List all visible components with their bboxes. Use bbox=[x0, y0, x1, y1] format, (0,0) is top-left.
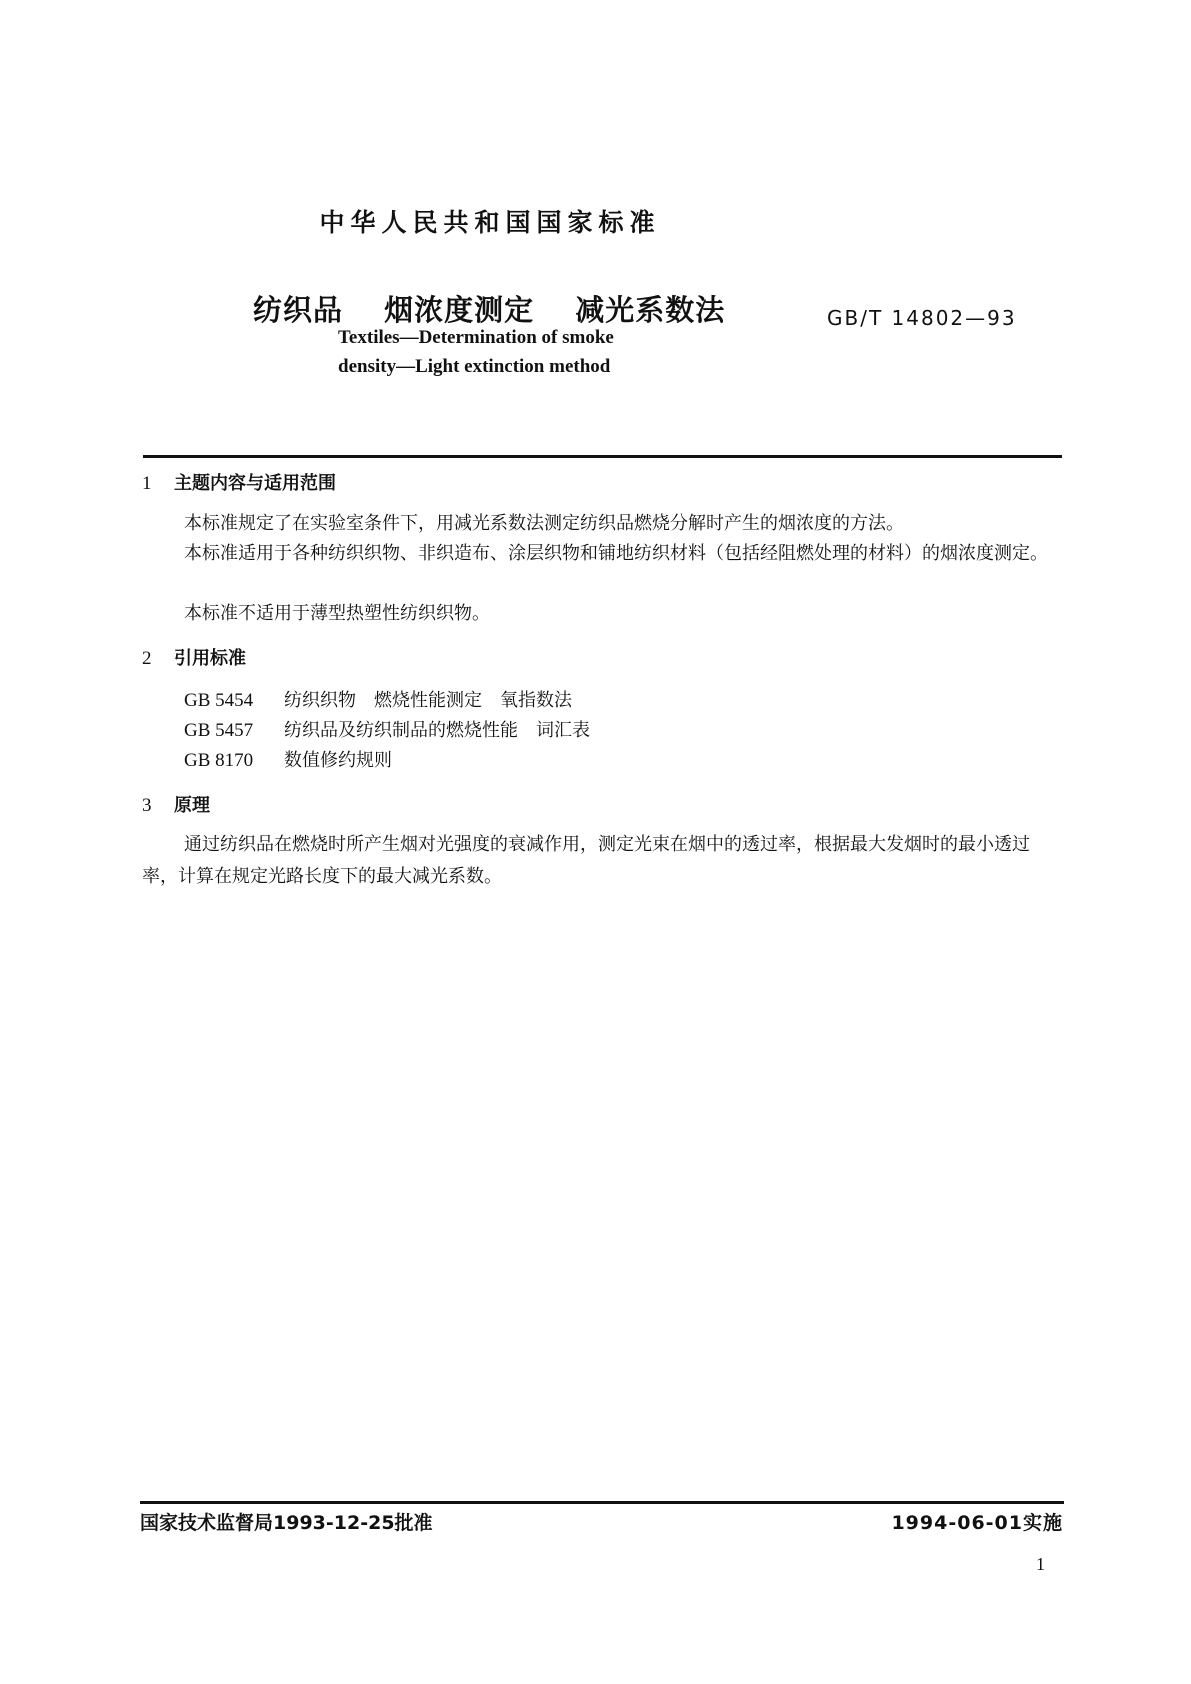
reference-title: 纺织织物 燃烧性能测定 氧指数法 bbox=[284, 690, 572, 711]
standard-title-en-line2: density—Light extinction method bbox=[338, 356, 611, 377]
section-2-heading bbox=[142, 644, 246, 670]
section-3-heading bbox=[142, 791, 210, 817]
reference-row bbox=[184, 716, 590, 742]
approval-info: 国家技术监督局1993-12-25批准 bbox=[140, 1512, 433, 1534]
section-1-paragraph-3: 本标准不适用于薄型热塑性纺织织物。 bbox=[184, 603, 490, 624]
header-divider bbox=[143, 455, 1062, 458]
reference-code: GB 8170 bbox=[184, 750, 254, 771]
section-1-number: 1 bbox=[142, 473, 152, 494]
reference-title: 纺织品及纺织制品的燃烧性能 词汇表 bbox=[284, 720, 590, 741]
section-2-title: 引用标准 bbox=[174, 648, 246, 669]
national-standard-header: 中华人民共和国国家标准 bbox=[319, 208, 661, 237]
title-part-method: 减光系数法 bbox=[575, 293, 726, 327]
page-number: 1 bbox=[1036, 1554, 1045, 1574]
standard-title-en-line1: Textiles—Determination of smoke bbox=[338, 327, 614, 348]
section-3-title: 原理 bbox=[174, 795, 210, 816]
section-1-title: 主题内容与适用范围 bbox=[174, 473, 336, 494]
section-3-number: 3 bbox=[142, 795, 152, 816]
section-2-number: 2 bbox=[142, 648, 152, 669]
reference-row bbox=[184, 746, 392, 772]
standard-code: GB/T 14802—93 bbox=[827, 306, 1017, 330]
section-1-paragraph-2: 本标准适用于各种纺织织物、非织造布、涂层织物和铺地纺织材料（包括经阻燃处理的材料）的烟浓度测定。 bbox=[184, 543, 1048, 564]
section-1-paragraph-1: 本标准规定了在实验室条件下，用减光系数法测定纺织品燃烧分解时产生的烟浓度的方法。 bbox=[184, 513, 904, 534]
standard-title-zh bbox=[253, 288, 755, 329]
reference-row bbox=[184, 686, 572, 712]
reference-title: 数值修约规则 bbox=[284, 750, 392, 771]
section-3-paragraph-1: 通过纺织品在燃烧时所产生烟对光强度的衰减作用，测定光束在烟中的透过率，根据最大发烟时的最小透过率，计算在规定光路长度下的最大减光系数。 bbox=[142, 834, 1030, 887]
title-part-textiles: 纺织品 bbox=[253, 293, 344, 327]
title-part-smoke-density: 烟浓度测定 bbox=[384, 293, 535, 327]
footer-divider bbox=[140, 1501, 1064, 1504]
effective-date: 1994-06-01实施 bbox=[891, 1512, 1063, 1534]
reference-code: GB 5457 bbox=[184, 720, 254, 741]
section-1-heading bbox=[142, 469, 336, 495]
reference-code: GB 5454 bbox=[184, 690, 254, 711]
